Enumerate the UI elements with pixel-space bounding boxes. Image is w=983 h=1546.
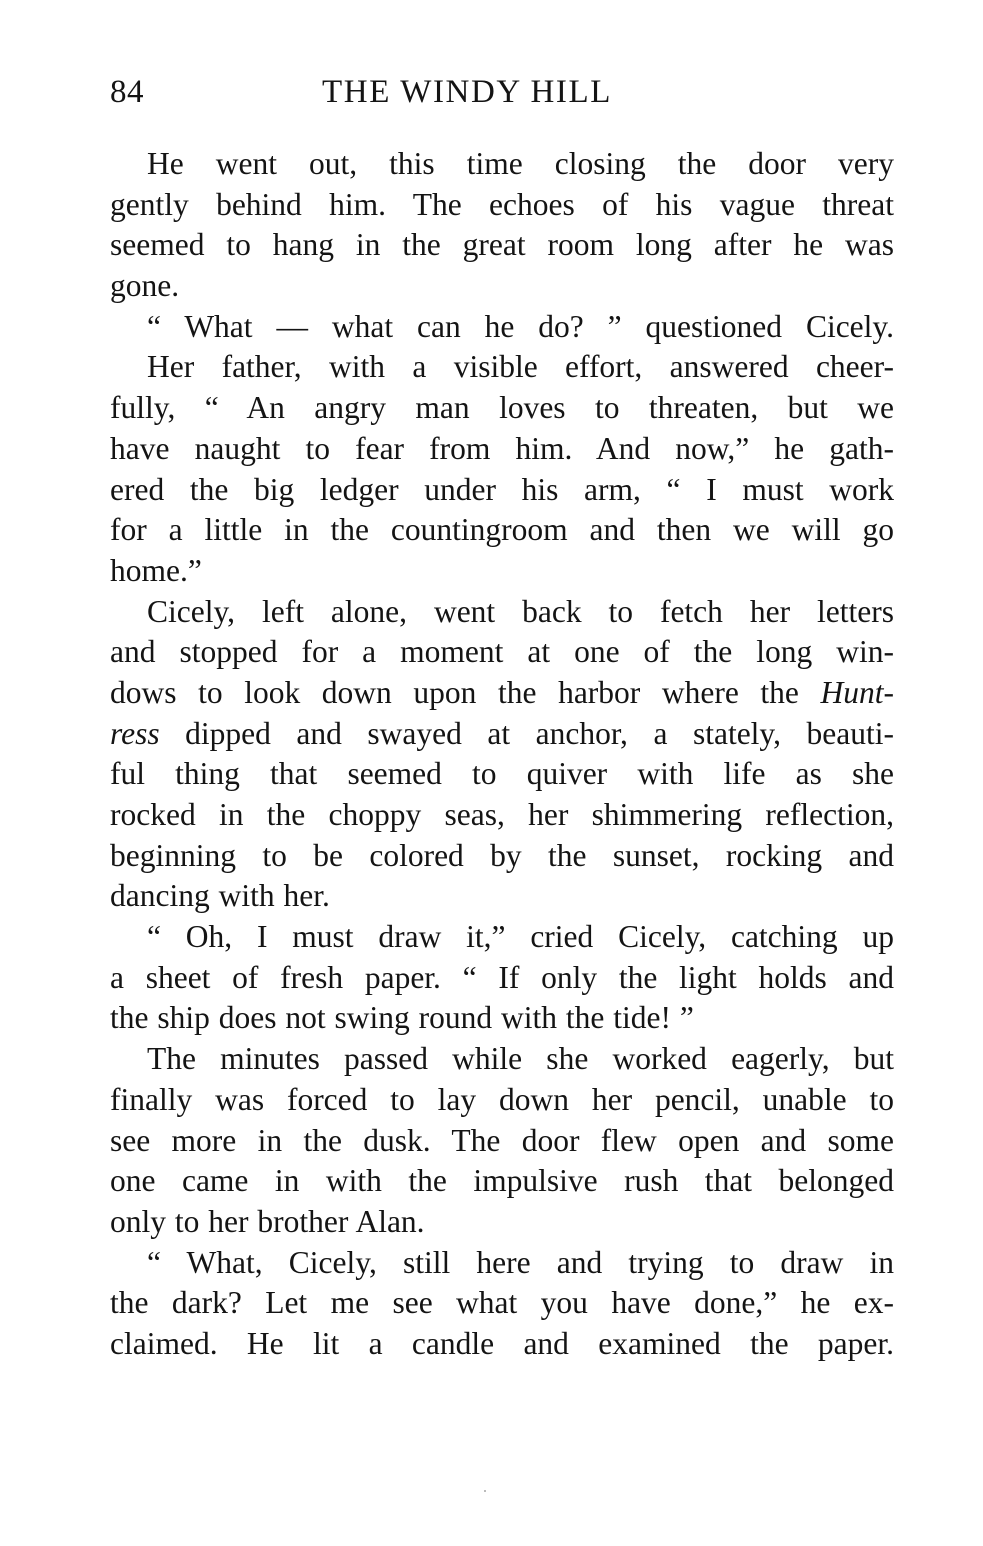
- text-line: “ What — what can he do? ” questioned Cicely.: [147, 308, 894, 344]
- text-line: He went out, this time closing the door very: [147, 146, 894, 181]
- text-line: “ Oh, I must draw it,” cried Cicely, catching up: [147, 919, 894, 955]
- text-line: a sheet of fresh paper. “ If only the light holds and: [110, 959, 894, 995]
- text-line: rocked in the choppy seas, her shimmering reflection,: [110, 797, 894, 832]
- text-line: home.”: [110, 552, 202, 588]
- text-segment: dows to look down upon the harbor where the: [110, 674, 821, 710]
- text-line: ful thing that seemed to quiver with life as she: [110, 756, 894, 792]
- text-line: gently behind him. The echoes of his vague threat: [110, 186, 894, 222]
- text-line: the ship does not swing round with the tide! ”: [110, 1000, 694, 1036]
- text-line: [110, 673, 894, 714]
- ship-name-italic: Hunt-: [820, 674, 894, 710]
- text-line: dancing with her.: [110, 878, 330, 914]
- text-line: beginning to be colored by the sunset, rocking and: [110, 837, 894, 873]
- running-title: THE WINDY HILL: [322, 74, 612, 110]
- text-line: the dark? Let me see what you have done,” he ex-: [110, 1285, 894, 1321]
- page-body: [110, 144, 894, 1365]
- text-line: see more in the dusk. The door flew open and some: [110, 1122, 894, 1158]
- text-line: ered the big ledger under his arm, “ I must work: [110, 471, 894, 507]
- text-line: The minutes passed while she worked eagerly, but: [147, 1041, 894, 1077]
- text-segment: dipped and swayed at anchor, a stately, beauti-: [159, 715, 894, 751]
- text-line: “ What, Cicely, still here and trying to draw in: [147, 1244, 894, 1280]
- text-line: Her father, with a visible effort, answered cheer-: [147, 349, 894, 385]
- text-line: [110, 714, 894, 755]
- ship-name-italic: ress: [110, 715, 160, 751]
- text-line: only to her brother Alan.: [110, 1203, 425, 1239]
- text-line: for a little in the countingroom and then we will go: [110, 512, 894, 548]
- text-line: and stopped for a moment at one of the long win-: [110, 634, 894, 670]
- text-line: gone.: [110, 268, 180, 304]
- page-number: 84: [110, 74, 144, 110]
- text-line: have naught to fear from him. And now,” he gath-: [110, 430, 894, 466]
- text-line: one came in with the impulsive rush that belonged: [110, 1163, 894, 1199]
- text-line: finally was forced to lay down her pencil, unable to: [110, 1081, 894, 1117]
- paper-speck: [484, 1490, 486, 1492]
- text-line: fully, “ An angry man loves to threaten, but we: [110, 390, 894, 426]
- text-line: seemed to hang in the great room long after he was: [110, 227, 894, 263]
- text-line: claimed. He lit a candle and examined the paper.: [110, 1325, 894, 1361]
- text-line: Cicely, left alone, went back to fetch her letters: [147, 593, 894, 629]
